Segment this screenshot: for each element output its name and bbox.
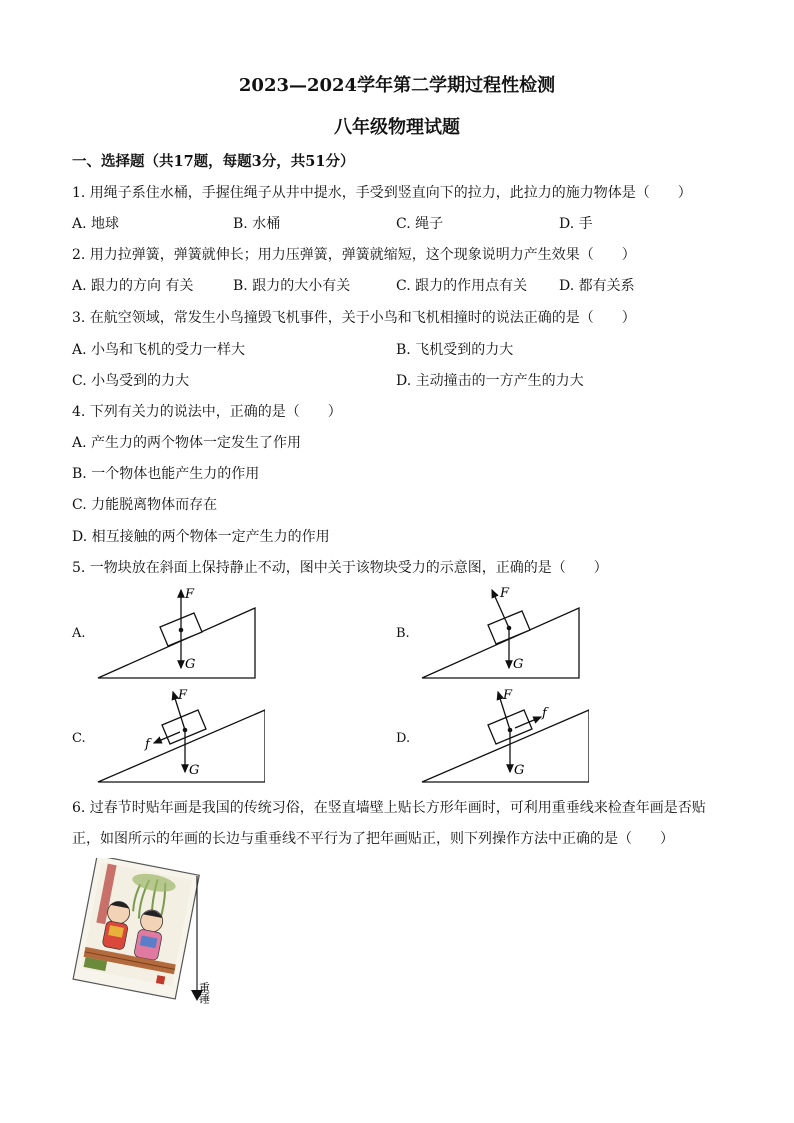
q3-option-c: C. 小鸟受到的力大 bbox=[72, 373, 190, 389]
force-label-friction: f bbox=[542, 706, 547, 721]
q4-option-c: C. 力能脱离物体而存在 bbox=[72, 497, 218, 513]
force-label-g: G bbox=[189, 763, 200, 778]
q2-option-c: C. 跟力的作用点有关 bbox=[396, 278, 528, 294]
q5-option-a-letter: A. bbox=[72, 626, 86, 641]
question-6-stem-line2: 正，如图所示的年画的长边与重垂线不平行为了把年画贴正，则下列操作方法中正确的是（ ） bbox=[72, 831, 674, 847]
new-year-picture bbox=[73, 858, 199, 999]
force-label-g: G bbox=[513, 657, 524, 672]
incline-diagram-d bbox=[414, 686, 589, 786]
incline-diagram-b bbox=[414, 582, 589, 682]
force-label-f: F bbox=[185, 587, 195, 602]
question-5-stem: 5. 一物块放在斜面上保持静止不动，图中关于该物块受力的示意图，正确的是（ ） bbox=[72, 560, 608, 576]
force-label-f: F bbox=[500, 586, 510, 601]
q4-option-a: A. 产生力的两个物体一定发生了作用 bbox=[72, 435, 302, 451]
q4-option-b: B. 一个物体也能产生力的作用 bbox=[72, 466, 260, 482]
q3-option-b: B. 飞机受到的力大 bbox=[396, 342, 514, 358]
incline-diagram-a bbox=[90, 582, 265, 682]
q5-option-d-letter: D. bbox=[396, 731, 411, 746]
question-3-stem: 3. 在航空领域，常发生小鸟撞毁飞机事件，关于小鸟和飞机相撞时的说法正确的是（ ） bbox=[72, 310, 636, 326]
incline-diagram-c bbox=[90, 686, 265, 786]
question-6-stem-line1: 6. 过春节时贴年画是我国的传统习俗，在竖直墙壁上贴长方形年画时，可利用重垂线来检查年画是否贴 bbox=[72, 800, 706, 816]
q2-option-b: B. 跟力的大小有关 bbox=[233, 278, 351, 294]
force-label-friction: f bbox=[145, 737, 150, 752]
q1-option-d: D. 手 bbox=[559, 216, 593, 232]
q5-option-c-letter: C. bbox=[72, 731, 86, 746]
q2-option-d: D. 都有关系 bbox=[559, 278, 635, 294]
exam-subtitle: 八年级物理试题 bbox=[334, 117, 460, 138]
question-2-stem: 2. 用力拉弹簧，弹簧就伸长；用力压弹簧，弹簧就缩短，这个现象说明力产生效果（ ） bbox=[72, 247, 636, 263]
new-year-picture-figure bbox=[70, 858, 230, 1008]
force-label-f: F bbox=[178, 688, 188, 703]
question-4-stem: 4. 下列有关力的说法中，正确的是（ ） bbox=[72, 404, 342, 420]
exam-title: 2023—2024学年第二学期过程性检测 bbox=[238, 75, 556, 96]
question-1-stem: 1. 用绳子系住水桶，手握住绳子从井中提水，手受到竖直向下的拉力，此拉力的施力物体是（ ） bbox=[72, 185, 692, 201]
q1-option-b: B. 水桶 bbox=[233, 216, 281, 232]
q1-option-c: C. 绳子 bbox=[396, 216, 444, 232]
q3-option-a: A. 小鸟和飞机的受力一样大 bbox=[72, 342, 246, 358]
force-label-g: G bbox=[185, 657, 196, 672]
q1-option-a: A. 地球 bbox=[72, 216, 120, 232]
q5-option-b-letter: B. bbox=[396, 626, 410, 641]
q4-option-d: D. 相互接触的两个物体一定产生力的作用 bbox=[72, 529, 330, 545]
section-heading: 一、选择题（共17题，每题3分，共51分） bbox=[72, 153, 355, 170]
force-label-g: G bbox=[514, 763, 525, 778]
force-label-f: F bbox=[503, 688, 513, 703]
plumb-label: 重锤 bbox=[197, 982, 211, 1004]
q2-option-a: A. 跟力的方向 有关 bbox=[72, 278, 194, 294]
q3-option-d: D. 主动撞击的一方产生的力大 bbox=[396, 373, 584, 389]
